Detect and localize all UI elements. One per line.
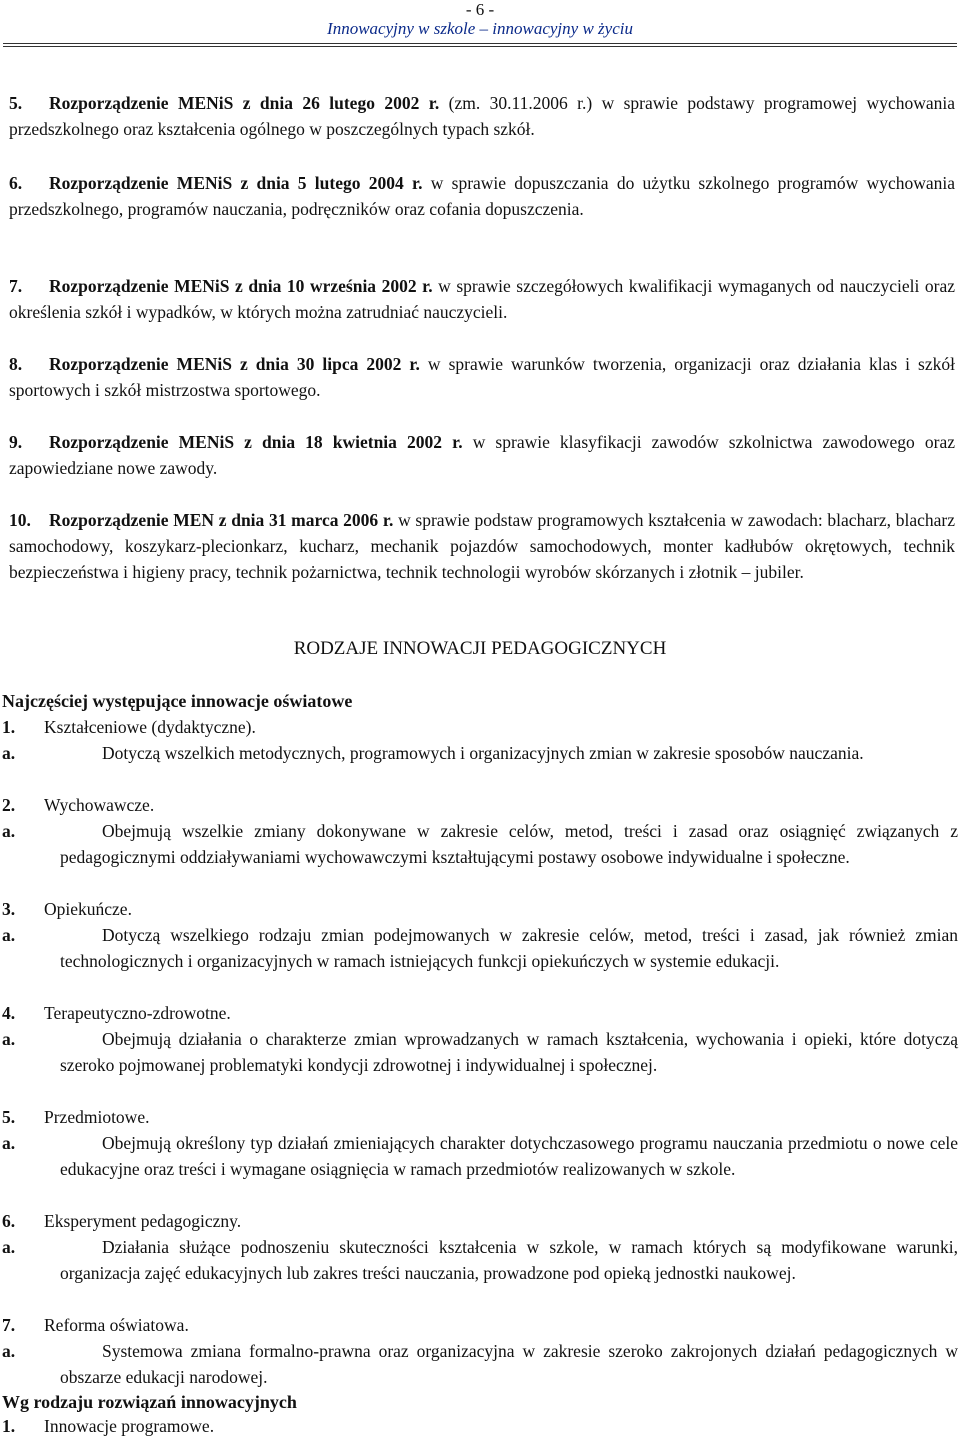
solution-name: Innowacje programowe.	[44, 1416, 215, 1436]
sub-text: Obejmują wszelkie zmiany dokonywane w zakresie celów, metod, treści i zasad oraz osiągnięć związanych z pedagogicznymi oddziaływaniami wychowawczymi kształtującymi postawy osobowe indywidualne i społeczne.	[60, 821, 958, 867]
regulation-item	[9, 170, 955, 222]
regulation-number: 5.	[9, 93, 23, 113]
regulation-title: Rozporządzenie MENiS z dnia 5 lutego 2004 r.	[49, 173, 423, 193]
sub-letter: a.	[2, 1237, 16, 1257]
sub-text: Działania służące podnoszeniu skuteczności kształcenia w szkole, w ramach których są modyfikowane warunki, organizacja zajęć edukacyjnych lub zakres treści nauczania, prowadzone pod opieką jednostki naukowej.	[60, 1237, 958, 1283]
regulation-text: (zm. 30.11.2006 r.) w sprawie podstawy programowej wychowania przedszkolnego oraz kształcenia ogólnego w poszczególnych typach szkół.	[9, 93, 955, 139]
list-title: Najczęściej występujące innowacje oświatowe	[2, 691, 353, 711]
list-title: Wg rodzaju rozwiązań innowacyjnych	[2, 1392, 297, 1412]
innovation-number: 3.	[2, 899, 16, 919]
innovation-number: 6.	[2, 1211, 16, 1231]
innovation-number: 5.	[2, 1107, 16, 1127]
sub-letter: a.	[2, 1341, 16, 1361]
innovation-name: Reforma oświatowa.	[44, 1315, 189, 1335]
regulation-number: 10.	[9, 510, 31, 530]
running-title: Innowacyjny w szkole – innowacyjny w życiu	[327, 19, 633, 38]
sub-text: Obejmują działania o charakterze zmian wprowadzanych w ramach kształcenia, wychowania i opieki, które dotyczą szeroko pojmowanej problematyki kondycji zdrowotnej i indywidualnej i społecznej.	[60, 1029, 958, 1075]
regulation-text: w sprawie klasyfikacji zawodów szkolnictwa zawodowego oraz zapowiedziane nowe zawody.	[9, 432, 955, 478]
solution-number: 1.	[2, 1416, 16, 1436]
regulation-item	[9, 507, 955, 585]
regulation-text: w sprawie szczegółowych kwalifikacji wymaganych od nauczycieli oraz określenia szkół i wypadków, w których można zatrudniać nauczycieli.	[9, 276, 956, 322]
header-rule-bottom	[3, 46, 957, 47]
regulation-text: w sprawie warunków tworzenia, organizacji oraz działania klas i szkół sportowych i szkół mistrzostwa sportowego.	[9, 354, 955, 400]
header-rule-top	[3, 43, 957, 44]
innovation-number: 2.	[2, 795, 16, 815]
innovation-number: 4.	[2, 1003, 16, 1023]
sub-letter: a.	[2, 925, 16, 945]
innovation-name: Terapeutyczno-zdrowotne.	[44, 1003, 231, 1023]
regulation-title: Rozporządzenie MENiS z dnia 30 lipca 2002 r.	[49, 354, 420, 374]
page-number: - 6 -	[465, 0, 495, 19]
regulation-title: Rozporządzenie MENiS z dnia 26 lutego 2002 r.	[49, 93, 440, 113]
regulation-item	[9, 429, 955, 481]
regulation-item	[9, 90, 955, 142]
regulation-title: Rozporządzenie MEN z dnia 31 marca 2006 r.	[49, 510, 394, 530]
sub-text: Obejmują określony typ działań zmieniających charakter dotychczasowego programu nauczania przedmiotu o nowe cele edukacyjne oraz treści i wymagane osiągnięcia w ramach przedmiotów realizowanych w szkole.	[60, 1133, 958, 1179]
innovation-name: Wychowawcze.	[44, 795, 155, 815]
regulation-title: Rozporządzenie MENiS z dnia 18 kwietnia 2002 r.	[49, 432, 463, 452]
innovation-name: Eksperyment pedagogiczny.	[44, 1211, 242, 1231]
innovation-name: Przedmiotowe.	[44, 1107, 150, 1127]
regulation-item	[9, 273, 955, 325]
innovation-number: 7.	[2, 1315, 16, 1335]
innovation-name: Kształceniowe (dydaktyczne).	[44, 717, 256, 737]
regulation-title: Rozporządzenie MENiS z dnia 10 września 2002 r.	[49, 276, 433, 296]
regulation-item	[9, 351, 955, 403]
sub-letter: a.	[2, 743, 16, 763]
regulation-number: 9.	[9, 432, 23, 452]
section-title: RODZAJE INNOWACJI PEDAGOGICZNYCH	[293, 638, 667, 659]
regulation-number: 6.	[9, 173, 23, 193]
innovation-name: Opiekuńcze.	[44, 899, 132, 919]
sub-text: Dotyczą wszelkich metodycznych, programowych i organizacyjnych zmian w zakresie sposobów nauczania.	[102, 743, 864, 763]
regulation-text: w sprawie podstaw programowych kształcenia w zawodach: blacharz, blacharz samochodowy, koszykarz-plecionkarz, kucharz, mechanik pojazdów samochodowych, monter kadłubów okrętowych, technik bezpieczeństwa i higieny pracy, technik pożarnictwa, technik technologii wyrobów skórzanych i złotnik – jubiler.	[9, 510, 955, 582]
sub-text: Dotyczą wszelkiego rodzaju zmian podejmowanych w zakresie celów, metod, treści i zasad, jak również zmian technologicznych i organizacyjnych w ramach istniejących funkcji opiekuńczych w systemie edukacji.	[60, 925, 958, 971]
sub-text: Systemowa zmiana formalno-prawna oraz organizacyjna w zakresie szeroko zakrojonych działań pedagogicznych w obszarze edukacji narodowej.	[60, 1341, 958, 1387]
regulation-number: 7.	[9, 276, 23, 296]
regulation-number: 8.	[9, 354, 23, 374]
sub-letter: a.	[2, 1029, 16, 1049]
innovation-number: 1.	[2, 717, 16, 737]
sub-letter: a.	[2, 1133, 16, 1153]
sub-letter: a.	[2, 821, 16, 841]
regulation-text: w sprawie dopuszczania do użytku szkolnego programów wychowania przedszkolnego, programów nauczania, podręczników oraz cofania dopuszczenia.	[9, 173, 955, 219]
